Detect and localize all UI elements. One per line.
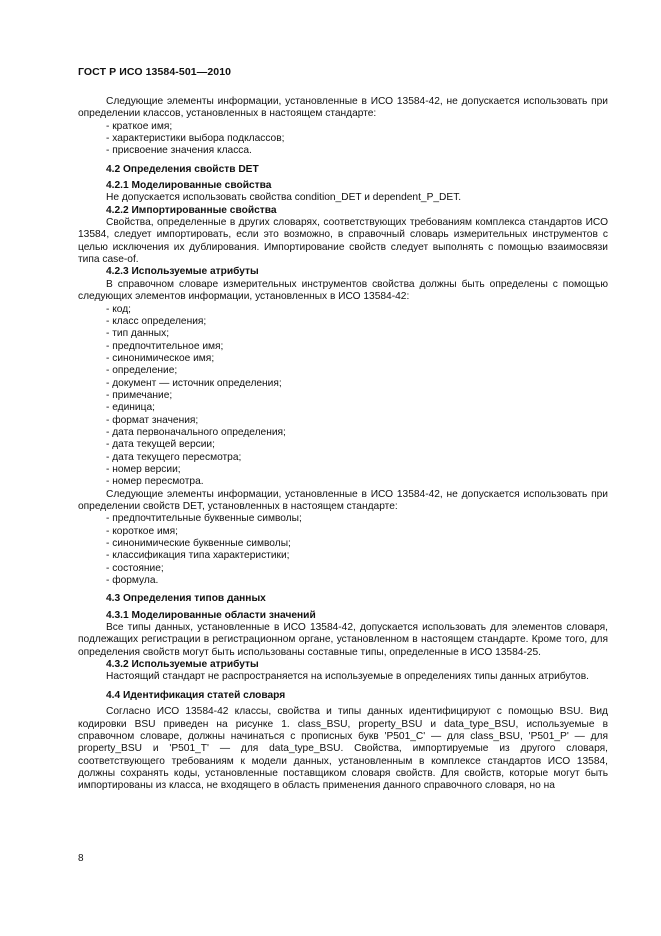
list-item: - дата текущей версии; [106,439,215,451]
list-not-allowed-class-elements [78,121,608,158]
list-item: - формула. [106,575,159,587]
section-heading-4-2-2: 4.2.2 Импортированные свойства [106,204,277,216]
list-item: - классификация типа характеристики; [106,550,290,562]
paragraph: Настоящий стандарт не распространяется на используемые в определениях типы данных атрибутов. [106,671,589,683]
list-item: - номер версии; [106,463,181,475]
list-item: - присвоение значения класса. [106,145,252,157]
paragraph: Не допускается использовать свойства condition_DET и dependent_P_DET. [106,192,462,204]
list-item: - предпочтительное имя; [106,340,224,352]
list-item: - предпочтительные буквенные символы; [106,513,302,525]
paragraph: Свойства, определенные в других словарях, соответствующих требованиям комплекса стандартов ИСО 13584, следует импортировать, если это возможно, в справочный словарь измерительных инструментов с целью исключения их дублирования. Импортирование свойств следует выполнять с помощью взаимосвязи типа case-of. [78,217,608,266]
list-not-allowed-property-elements [78,513,608,587]
section-heading-4-3: 4.3 Определения типов данных [106,593,266,605]
page-number: 8 [78,853,84,864]
section-heading-4-2-3: 4.2.3 Используемые атрибуты [106,266,259,278]
list-item: - дата текущего пересмотра; [106,451,242,463]
paragraph: В справочном словаре измерительных инструментов свойства должны быть определены с помощью следующих элементов информации, установленных в ИСО 13584-42: [78,278,608,303]
list-item: - код; [106,303,132,315]
list-item: - характеристики выбора подклассов; [106,133,285,145]
list-item: - формат значения; [106,414,199,426]
section-heading-4-3-2: 4.3.2 Используемые атрибуты [106,659,259,671]
list-item: - определение; [106,365,178,377]
document-header: ГОСТ Р ИСО 13584-501—2010 [78,66,232,78]
list-item: - примечание; [106,389,173,401]
list-item: - синонимическое имя; [106,352,215,364]
list-item: - краткое имя; [106,120,173,132]
list-item: - состояние; [106,562,164,574]
section-heading-4-2-1: 4.2.1 Моделированные свойства [106,180,272,192]
document-body [78,96,608,793]
section-heading-4-3-1: 4.3.1 Моделированные области значений [106,609,316,621]
paragraph: Следующие элементы информации, установленные в ИСО 13584-42, не допускается использовать при определении свойств DET, установленных в настоящем стандарте: [78,488,608,512]
list-item: - короткое имя; [106,525,179,537]
list-item: - номер пересмотра. [106,476,204,488]
list-item: - дата первоначального определения; [106,426,286,438]
list-item: - класс определения; [106,315,207,327]
paragraph: Следующие элементы информации, установленные в ИСО 13584-42, не допускается использовать при определении классов, установленных в настоящем стандарте: [78,96,608,120]
section-heading-4-4: 4.4 Идентификация статей словаря [106,689,286,701]
paragraph: Все типы данных, установленные в ИСО 13584-42, допускается использовать для элементов словаря, подлежащих регистрации в регистрационном органе, установленном в настоящем стандарте. Кроме того, для определения свойств могут быть использованы составные типы, определенные в ИСО 13584-25. [78,622,608,658]
section-heading-4-2: 4.2 Определения свойств DET [106,163,259,175]
list-item: - документ — источник определения; [106,377,282,389]
list-item: - единица; [106,402,155,414]
paragraph: Согласно ИСО 13584-42 классы, свойства и типы данных идентифицируют с помощью BSU. Вид кодировки BSU приведен на рисунке 1. class_BSU, property_BSU и data_type_BSU, используемые в справочном словаре, должны начинаться с прописных букв 'P501_C' — для class_BSU, 'P501_P' — для property_BSU и 'P501_T' — для data_type_BSU. Свойства, импортируемые из другого словаря, соответствующего требованиям к модели данных, установленным в комплексе стандартов ИСО 13584, должны сохранять коды, установленные поставщиком словаря свойств. Для свойств, которые могут быть импортированы из класса, не входящего в область применения данного справочного словаря, но на [78,706,608,792]
list-item: - синонимические буквенные символы; [106,538,291,550]
list-item: - тип данных; [106,328,170,340]
list-property-attributes [78,304,608,489]
